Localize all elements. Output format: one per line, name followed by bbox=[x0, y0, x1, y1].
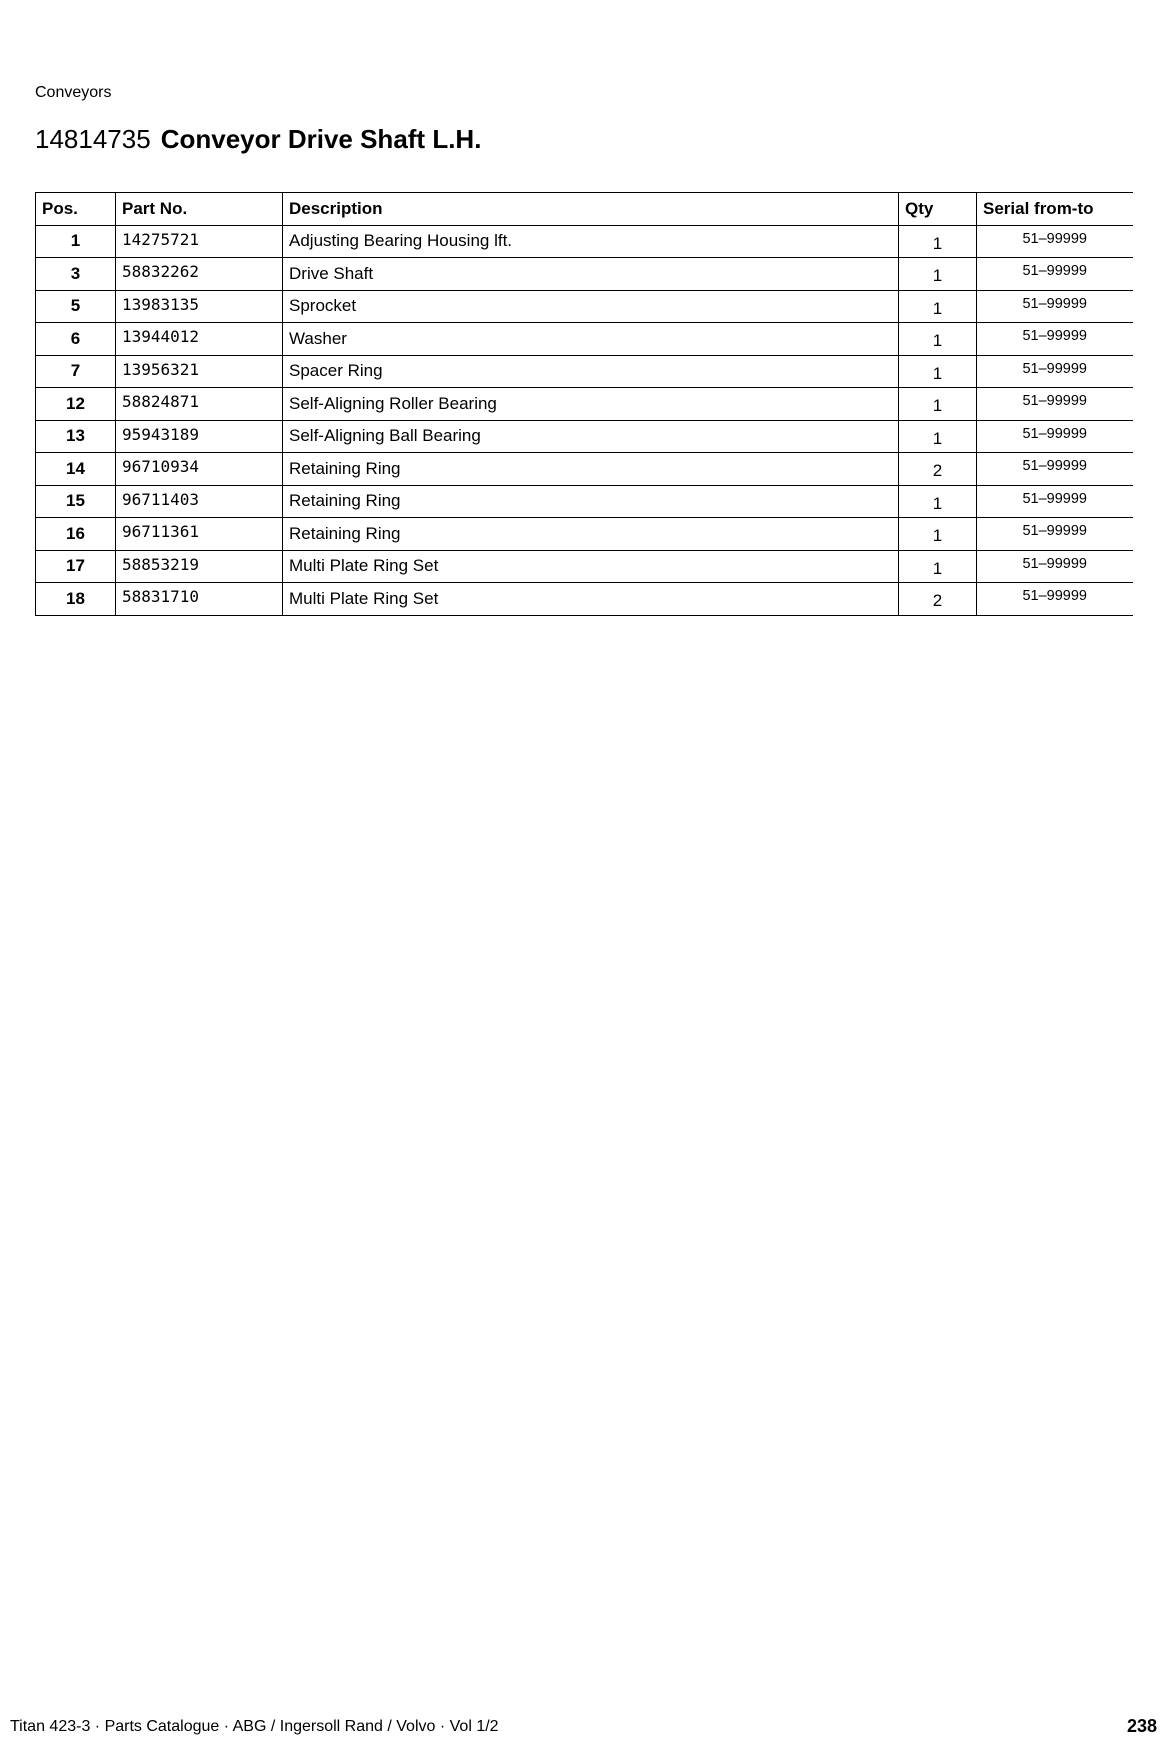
cell-qty: 1 bbox=[899, 485, 977, 518]
cell-part-no: 58853219 bbox=[116, 550, 283, 583]
cell-pos: 3 bbox=[36, 258, 116, 291]
assembly-part-number: 14814735 bbox=[35, 124, 151, 154]
parts-table bbox=[35, 192, 1133, 616]
cell-serial: 51–99999 bbox=[977, 225, 1133, 258]
footer-text: Titan 423-3 · Parts Catalogue · ABG / Ingersoll Rand / Volvo · Vol 1/2 bbox=[10, 1718, 499, 1735]
cell-description: Retaining Ring bbox=[283, 518, 899, 551]
cell-serial: 51–99999 bbox=[977, 550, 1133, 583]
cell-description: Multi Plate Ring Set bbox=[283, 550, 899, 583]
cell-serial: 51–99999 bbox=[977, 453, 1133, 486]
cell-serial: 51–99999 bbox=[977, 323, 1133, 356]
cell-part-no: 13956321 bbox=[116, 355, 283, 388]
cell-serial: 51–99999 bbox=[977, 388, 1133, 421]
cell-description: Self-Aligning Roller Bearing bbox=[283, 388, 899, 421]
cell-description: Washer bbox=[283, 323, 899, 356]
cell-pos: 18 bbox=[36, 583, 116, 616]
cell-qty: 1 bbox=[899, 355, 977, 388]
cell-part-no: 13944012 bbox=[116, 323, 283, 356]
table-row bbox=[36, 258, 1133, 291]
cell-qty: 1 bbox=[899, 290, 977, 323]
cell-pos: 7 bbox=[36, 355, 116, 388]
section-heading: Conveyors bbox=[35, 84, 112, 101]
cell-qty: 2 bbox=[899, 453, 977, 486]
cell-pos: 6 bbox=[36, 323, 116, 356]
assembly-name: Conveyor Drive Shaft L.H. bbox=[160, 124, 482, 154]
cell-qty: 1 bbox=[899, 518, 977, 551]
parts-table-body bbox=[36, 225, 1133, 615]
cell-serial: 51–99999 bbox=[977, 420, 1133, 453]
cell-pos: 1 bbox=[36, 225, 116, 258]
header-pos: Pos. bbox=[36, 193, 116, 226]
cell-pos: 17 bbox=[36, 550, 116, 583]
cell-part-no: 58831710 bbox=[116, 583, 283, 616]
cell-serial: 51–99999 bbox=[977, 518, 1133, 551]
cell-part-no: 13983135 bbox=[116, 290, 283, 323]
table-row bbox=[36, 453, 1133, 486]
cell-pos: 12 bbox=[36, 388, 116, 421]
cell-description: Spacer Ring bbox=[283, 355, 899, 388]
cell-qty: 1 bbox=[899, 420, 977, 453]
cell-description: Adjusting Bearing Housing lft. bbox=[283, 225, 899, 258]
cell-pos: 15 bbox=[36, 485, 116, 518]
table-row bbox=[36, 485, 1133, 518]
table-row bbox=[36, 225, 1133, 258]
table-row bbox=[36, 583, 1133, 616]
cell-qty: 1 bbox=[899, 323, 977, 356]
cell-qty: 1 bbox=[899, 388, 977, 421]
cell-serial: 51–99999 bbox=[977, 258, 1133, 291]
cell-qty: 1 bbox=[899, 225, 977, 258]
cell-serial: 51–99999 bbox=[977, 583, 1133, 616]
cell-part-no: 58832262 bbox=[116, 258, 283, 291]
table-row bbox=[36, 290, 1133, 323]
cell-part-no: 96711361 bbox=[116, 518, 283, 551]
page-number: 238 bbox=[1126, 1716, 1157, 1736]
table-row bbox=[36, 323, 1133, 356]
cell-part-no: 95943189 bbox=[116, 420, 283, 453]
header-qty: Qty bbox=[899, 193, 977, 226]
table-row bbox=[36, 355, 1133, 388]
cell-serial: 51–99999 bbox=[977, 290, 1133, 323]
cell-pos: 5 bbox=[36, 290, 116, 323]
cell-description: Sprocket bbox=[283, 290, 899, 323]
table-row bbox=[36, 518, 1133, 551]
cell-description: Self-Aligning Ball Bearing bbox=[283, 420, 899, 453]
cell-part-no: 96710934 bbox=[116, 453, 283, 486]
cell-pos: 16 bbox=[36, 518, 116, 551]
cell-qty: 1 bbox=[899, 258, 977, 291]
page-title bbox=[35, 124, 481, 155]
table-row bbox=[36, 420, 1133, 453]
header-serial: Serial from-to bbox=[977, 193, 1133, 226]
header-description: Description bbox=[283, 193, 899, 226]
cell-serial: 51–99999 bbox=[977, 355, 1133, 388]
cell-part-no: 96711403 bbox=[116, 485, 283, 518]
cell-description: Multi Plate Ring Set bbox=[283, 583, 899, 616]
cell-description: Retaining Ring bbox=[283, 453, 899, 486]
table-row bbox=[36, 388, 1133, 421]
cell-description: Retaining Ring bbox=[283, 485, 899, 518]
cell-pos: 14 bbox=[36, 453, 116, 486]
cell-qty: 1 bbox=[899, 550, 977, 583]
table-header-row bbox=[36, 193, 1133, 226]
cell-qty: 2 bbox=[899, 583, 977, 616]
cell-pos: 13 bbox=[36, 420, 116, 453]
cell-part-no: 14275721 bbox=[116, 225, 283, 258]
cell-serial: 51–99999 bbox=[977, 485, 1133, 518]
table-row bbox=[36, 550, 1133, 583]
header-part-no: Part No. bbox=[116, 193, 283, 226]
cell-description: Drive Shaft bbox=[283, 258, 899, 291]
cell-part-no: 58824871 bbox=[116, 388, 283, 421]
